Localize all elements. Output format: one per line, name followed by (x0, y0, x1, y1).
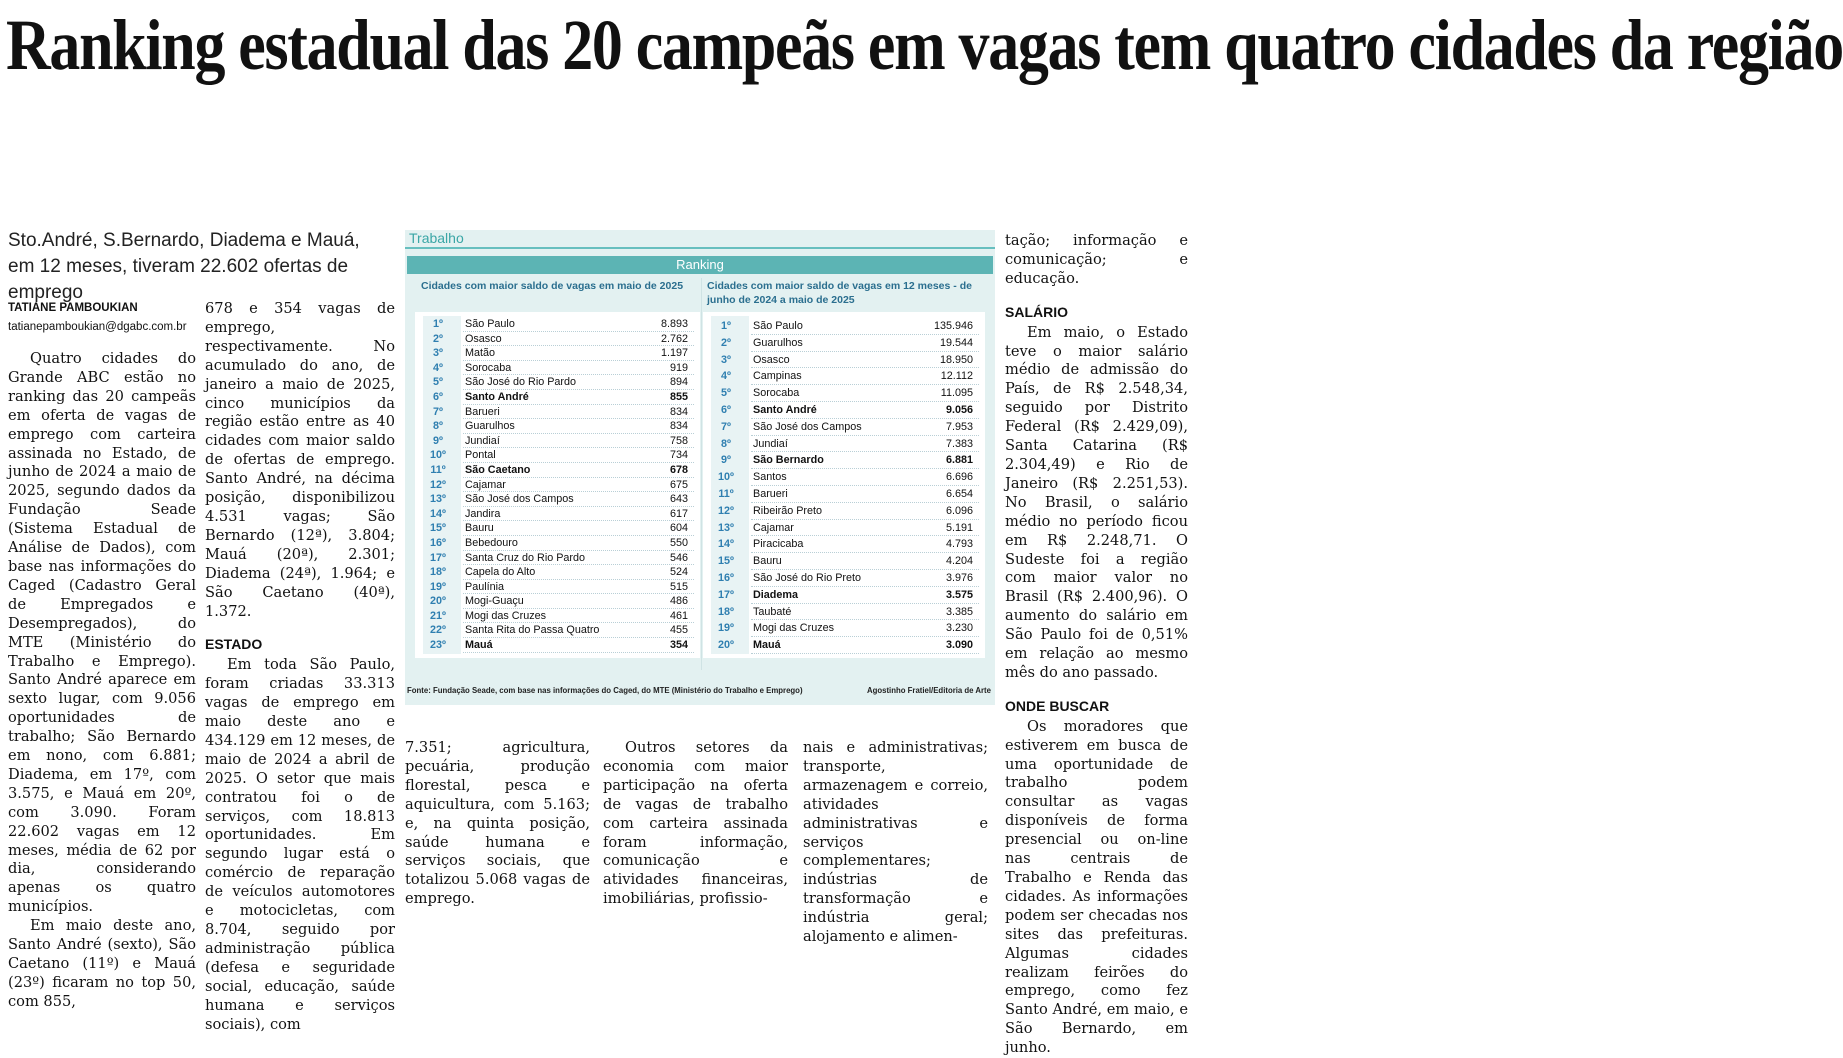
left-table-title: Cidades com maior saldo de vagas em maio de 2025 (421, 280, 684, 292)
value-cell: 135.946 (933, 320, 973, 332)
city-cell: Jandira (465, 507, 501, 520)
city-cell: São Caetano (465, 463, 531, 476)
value-cell: 758 (669, 434, 688, 447)
ranking-rows (703, 312, 985, 654)
city-cell: Matão (465, 347, 496, 360)
table-row (415, 448, 700, 463)
city-cell: Osasco (465, 332, 502, 345)
city-cell: Piracicaba (753, 538, 804, 551)
article-column-6 (803, 739, 988, 946)
rank-cell: 21º (430, 609, 446, 622)
panel-divider (701, 278, 702, 670)
right-table-title: Cidades com maior saldo de vagas em 12 meses - de junho de 2024 a maio de 2025 (707, 280, 972, 306)
value-cell: 19.544 (939, 336, 973, 349)
rank-cell: 13º (430, 493, 446, 506)
rank-cell: 2º (433, 332, 443, 345)
table-row (703, 352, 985, 369)
article-column-4 (405, 739, 590, 908)
city-cell: São José do Rio Preto (753, 571, 862, 584)
value-cell: 6.881 (945, 454, 973, 467)
paragraph: Em maio deste ano, Santo André (sexto), São Caetano (11º) e Mauá (23º) ficaram no top 50, com 855, (8, 917, 196, 1010)
rank-cell: 18º (430, 566, 446, 579)
city-cell: São José dos Campos (753, 420, 862, 433)
rank-cell: 17º (718, 588, 734, 601)
table-row (415, 594, 700, 609)
value-cell: 461 (669, 609, 688, 622)
city-cell: Guarulhos (465, 420, 515, 433)
value-cell: 604 (669, 522, 688, 535)
rank-cell: 2º (721, 336, 731, 349)
infographic-rule (405, 247, 995, 249)
paragraph: Em maio, o Estado teve o maior salário médio de admissão do País, de R$ 2.548,34, seguido por Distrito Federal (R$ 2.429,09), Santa Catarina (R$ 2.304,49) e Rio de Janeiro (R$ 2.251,53). No Brasil, o salário médio no período ficou em R$ 2.248,71. O Sudeste foi a região com maior valor no Brasil (R$ 2.400,96). O aumento do salário em São Paulo foi de 0,51% em relação ao mesmo mês do ano passado. (1005, 323, 1188, 681)
value-cell: 18.950 (939, 353, 973, 366)
value-cell: 678 (669, 463, 688, 476)
city-cell: Pontal (465, 449, 496, 462)
city-cell: Bauru (753, 555, 782, 568)
table-row (703, 637, 985, 654)
value-cell: 515 (669, 580, 688, 593)
table-row (703, 520, 985, 537)
table-row (415, 375, 700, 390)
section-heading-estado: ESTADO (205, 636, 263, 653)
city-cell: São José dos Campos (465, 493, 574, 506)
rank-cell: 17º (430, 551, 446, 564)
table-row (703, 452, 985, 469)
table-row (703, 604, 985, 621)
rank-cell: 10º (718, 471, 734, 484)
value-cell: 734 (669, 449, 688, 462)
city-cell: São José do Rio Pardo (465, 376, 577, 389)
value-cell: 855 (669, 390, 688, 403)
city-cell: São Bernardo (753, 454, 824, 467)
city-cell: Cajamar (753, 521, 794, 534)
value-cell: 486 (669, 595, 688, 608)
city-cell: Ribeirão Preto (753, 504, 823, 517)
rank-cell: 11º (718, 487, 734, 500)
rank-cell: 3º (721, 353, 731, 366)
source-note: Fonte: Fundação Seade, com base nas informações do Caged, do MTE (Ministério do Trabalho e Emprego) (407, 686, 803, 695)
article-column-1 (8, 350, 196, 1010)
table-row (415, 609, 700, 624)
city-cell: Bauru (465, 522, 494, 535)
paragraph: Quatro cidades do Grande ABC estão no ranking das 20 campeãs em oferta de vagas de emprego com carteira assinada no Estado, de junho de 2024 a maio de 2025, segundo dados da Fundação Seade (Sistema Estadual de Análise de Dados), com base nas informações do Caged (Cadastro Geral de Empregados e Desempregados), do MTE (Ministério do Trabalho e Emprego). Santo André aparece em sexto lugar, com 9.056 oportunidades de trabalho; São Bernardo em nono, com 6.881; Diadema, em 17º, com 3.575, e Mauá em 20º, com 3.090. Foram 22.602 vagas em 12 meses, média de 62 por dia, considerando apenas os quatro municípios. (8, 350, 196, 916)
table-row (703, 436, 985, 453)
ranking-infographic (405, 230, 995, 705)
value-cell: 12.112 (940, 370, 973, 383)
rank-cell: 19º (430, 580, 446, 593)
value-cell: 5.191 (945, 521, 973, 534)
rank-cell: 3º (433, 347, 443, 360)
table-row (415, 332, 700, 347)
city-cell: Osasco (753, 353, 790, 366)
rank-cell: 23º (430, 639, 446, 652)
value-cell: 6.096 (945, 504, 973, 517)
table-row (703, 620, 985, 637)
value-cell: 546 (669, 551, 688, 564)
table-row (703, 368, 985, 385)
city-cell: Paulínia (465, 580, 505, 593)
rank-cell: 20º (430, 595, 446, 608)
table-row (415, 419, 700, 434)
city-cell: Jundiaí (465, 434, 500, 447)
ranking-band: Ranking (407, 256, 993, 274)
city-cell: Mogi das Cruzes (753, 622, 835, 635)
rank-cell: 5º (721, 387, 731, 400)
value-cell: 2.762 (660, 332, 688, 345)
value-cell: 3.230 (945, 622, 973, 635)
table-row (415, 521, 700, 536)
paragraph: Em toda São Paulo, foram criadas 33.313 vagas de emprego em maio deste ano e 434.129 em 12 meses, de maio de 2024 a abril de 2025. O setor que mais contratou foi o de serviços, com 18.813 oportunidades. Em segundo lugar está o comércio de reparação de veículos automotores e motocicletas, com 8.704, seguido por administração pública (defesa e seguridade social, educação, saúde humana e serviços sociais), com (205, 656, 395, 1033)
city-cell: Taubaté (753, 605, 792, 618)
rank-cell: 5º (433, 376, 443, 389)
table-row (703, 385, 985, 402)
section-heading-salario: SALÁRIO (1005, 303, 1068, 320)
rank-cell: 8º (433, 420, 443, 433)
value-cell: 6.654 (945, 487, 973, 500)
city-cell: São Paulo (465, 318, 515, 330)
table-row (703, 469, 985, 486)
table-row (415, 317, 700, 332)
table-row (415, 346, 700, 361)
city-cell: Mogi-Guaçu (465, 595, 524, 608)
table-row (415, 536, 700, 551)
city-cell: Mogi das Cruzes (465, 609, 547, 622)
rank-cell: 14º (430, 507, 446, 520)
value-cell: 1.197 (660, 347, 688, 360)
rank-cell: 4º (433, 361, 443, 374)
value-cell: 3.385 (945, 605, 973, 618)
city-cell: Campinas (753, 370, 802, 383)
value-cell: 8.893 (660, 318, 688, 330)
value-cell: 524 (669, 566, 688, 579)
table-row (703, 318, 985, 335)
city-cell: Mauá (465, 639, 493, 652)
table-row (415, 551, 700, 566)
rank-cell: 14º (718, 538, 734, 551)
paragraph: 678 e 354 vagas de emprego, respectivamente. No acumulado do ano, de janeiro a maio de 2025, cinco municípios da região estão entre as 40 cidades com maior saldo de ofertas de emprego. Santo André, na décima posição, disponibilizou 4.531 vagas; São Bernardo (12ª), 3.804; Mauá (20ª), 2.301; Diadema (24ª), 1.964; e São Caetano (40ª), 1.372. (205, 300, 395, 620)
table-row (703, 570, 985, 587)
table-row (415, 478, 700, 493)
article-column-5 (603, 739, 788, 908)
table-row (703, 486, 985, 503)
value-cell: 550 (669, 536, 688, 549)
table-row (415, 638, 700, 653)
value-cell: 11.095 (940, 387, 973, 400)
value-cell: 7.953 (945, 420, 973, 433)
city-cell: Guarulhos (753, 336, 803, 349)
rank-cell: 13º (718, 521, 734, 534)
table-row (703, 402, 985, 419)
rank-cell: 6º (721, 403, 731, 416)
table-row (703, 419, 985, 436)
rank-cell: 1º (721, 320, 731, 332)
rank-cell: 9º (721, 454, 731, 467)
value-cell: 834 (669, 420, 688, 433)
rank-cell: 18º (718, 605, 734, 618)
table-row (415, 405, 700, 420)
city-cell: Santos (753, 471, 787, 484)
city-cell: Sorocaba (465, 361, 512, 374)
section-heading-onde-buscar: ONDE BUSCAR (1005, 697, 1110, 714)
value-cell: 354 (669, 639, 688, 652)
value-cell: 675 (669, 478, 688, 491)
rank-cell: 16º (718, 571, 734, 584)
city-cell: Santo André (465, 390, 529, 403)
city-cell: Sorocaba (753, 387, 800, 400)
paragraph: Os moradores que estiverem em busca de uma oportunidade de trabalho podem consultar as vagas disponíveis de forma presencial ou on-line nas centrais de Trabalho e Renda das cidades. As informações podem ser checadas nos sites das prefeituras. Algumas cidades realizam feirões do emprego, como fez Santo André, em maio, e São Bernardo, em junho. (1005, 717, 1188, 1057)
rank-cell: 10º (430, 449, 446, 462)
rank-cell: 12º (718, 504, 734, 517)
paragraph: 7.351; agricultura, pecuária, produção florestal, pesca e aquicultura, com 5.163; e, na quinta posição, saúde humana e serviços sociais, que totalizou 5.068 vagas de emprego. (405, 739, 590, 908)
value-cell: 9.056 (945, 403, 973, 416)
table-row (703, 503, 985, 520)
table-row (703, 335, 985, 352)
rank-cell: 6º (433, 390, 443, 403)
table-row (415, 492, 700, 507)
value-cell: 894 (669, 376, 688, 389)
table-row (415, 623, 700, 638)
ranking-table-may (415, 312, 700, 658)
value-cell: 919 (669, 361, 688, 374)
art-credit: Agostinho Fratiel/Editoria de Arte (866, 686, 991, 695)
value-cell: 643 (669, 493, 688, 506)
city-cell: São Paulo (753, 320, 803, 332)
value-cell: 4.793 (945, 538, 973, 551)
table-row (415, 361, 700, 376)
rank-cell: 16º (430, 536, 446, 549)
rank-cell: 7º (433, 405, 443, 418)
city-cell: Jundiaí (753, 437, 788, 450)
value-cell: 3.575 (945, 588, 973, 601)
subtitle: Sto.André, S.Bernardo, Diadema e Mauá, em 12 meses, tiveram 22.602 ofertas de emprego (8, 230, 360, 303)
table-row (415, 463, 700, 478)
author-name: TATIANE PAMBOUKIAN (8, 302, 138, 314)
city-cell: Santa Rita do Passa Quatro (465, 624, 600, 637)
rank-cell: 4º (721, 370, 731, 383)
city-cell: Cajamar (465, 478, 506, 491)
rank-cell: 15º (430, 522, 446, 535)
value-cell: 3.976 (945, 571, 973, 584)
rank-cell: 22º (430, 624, 446, 637)
value-cell: 617 (669, 507, 688, 520)
table-row (415, 565, 700, 580)
paragraph: tação; informação e comunicação; e educação. (1005, 232, 1188, 287)
table-row (703, 536, 985, 553)
ranking-rows (415, 312, 700, 653)
ranking-table-12-months (703, 312, 985, 658)
city-cell: Barueri (753, 487, 788, 500)
table-row (703, 587, 985, 604)
rank-cell: 11º (430, 463, 446, 476)
city-cell: Barueri (465, 405, 500, 418)
paragraph: Outros setores da economia com maior participação na oferta de vagas de trabalho com carteira assinada foram informação, comunicação e atividades financeiras, imobiliárias, profissio- (603, 739, 788, 908)
city-cell: Diadema (753, 588, 799, 601)
rank-cell: 9º (433, 434, 443, 447)
city-cell: Santa Cruz do Rio Pardo (465, 551, 586, 564)
author-email[interactable]: tatianepamboukian@dgabc.com.br (8, 321, 187, 333)
table-row (415, 580, 700, 595)
table-row (703, 553, 985, 570)
rank-cell: 20º (718, 639, 734, 652)
headline: Ranking estadual das 20 campeãs em vagas tem quatro cidades da região (6, 5, 1843, 85)
value-cell: 6.696 (945, 471, 973, 484)
table-row (415, 434, 700, 449)
infographic-tag: Trabalho (409, 230, 464, 246)
rank-cell: 15º (718, 555, 734, 568)
value-cell: 455 (669, 624, 688, 637)
city-cell: Mauá (753, 639, 781, 652)
rank-cell: 1º (433, 318, 443, 330)
rank-cell: 19º (718, 622, 734, 635)
table-row (415, 390, 700, 405)
city-cell: Capela do Alto (465, 566, 536, 579)
paragraph: nais e administrativas; transporte, armazenagem e correio, atividades administrativas e serviços complementares; indústrias de transformação e indústria geral; alojamento e alimen- (803, 739, 988, 946)
value-cell: 834 (669, 405, 688, 418)
city-cell: Bebedouro (465, 536, 518, 549)
table-row (415, 507, 700, 522)
article-column-2 (205, 300, 395, 1033)
city-cell: Santo André (753, 403, 817, 416)
article-column-3 (1005, 232, 1188, 1057)
value-cell: 4.204 (945, 555, 973, 568)
value-cell: 7.383 (945, 437, 973, 450)
rank-cell: 12º (430, 478, 446, 491)
value-cell: 3.090 (945, 639, 973, 652)
rank-cell: 8º (721, 437, 731, 450)
rank-cell: 7º (721, 420, 731, 433)
